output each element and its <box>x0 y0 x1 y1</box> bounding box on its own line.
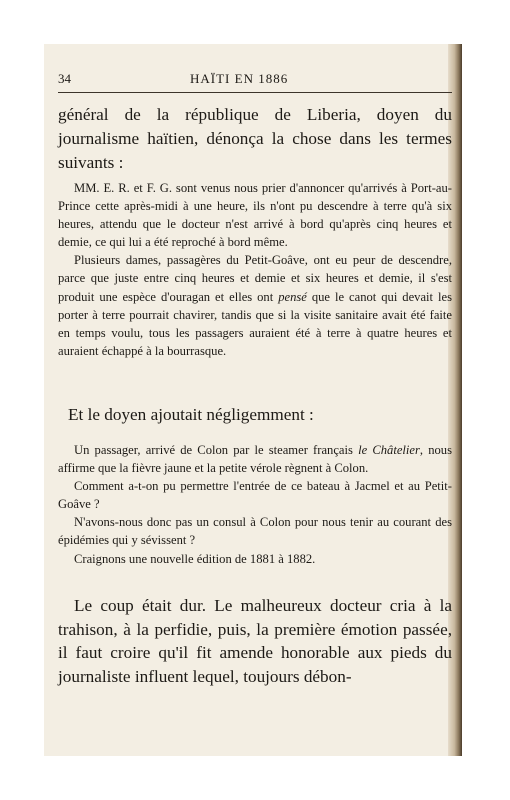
running-header <box>58 71 452 91</box>
emphasis: pensé <box>278 289 307 304</box>
quote2-paragraph-1: Un passager, arrivé de Colon par le steamer français le Châtelier, nous affirme que la fièvre jaune et la petite vérole règnent à Colon. <box>58 443 453 476</box>
closing-paragraph: Le coup était dur. Le malheureux docteur cria à la trahison, à la perfidie, puis, la première émotion passée, il faut croire qu'il fit amende honorable aux pieds du journaliste influent lequel, toujours débon- <box>58 596 452 686</box>
quote2-paragraph-3: N'avons-nous donc pas un consul à Colon pour nous tenir au courant des épidémies qui y sévissent ? <box>58 515 452 548</box>
transition-line: Et le doyen ajoutait négligemment : <box>68 405 314 424</box>
quote2-paragraph-2: Comment a-t-on pu permettre l'entrée de ce bateau à Jacmel et au Petit-Goâve ? <box>58 479 452 512</box>
quote-block-1 <box>58 179 452 360</box>
quote-block-2 <box>58 441 452 568</box>
running-title: HAÏTI EN 1886 <box>190 71 289 86</box>
quote1-paragraph-2: Plusieurs dames, passagères du Petit-Goâve, ont eu peur de descendre, parce que juste entre cinq heures et demie et six heures et demie, il s'est produit une espèce d'ouragan et elles ont pensé que le canot qui devait les porter à terre pourrait chavirer, tandis que si la visite sanitaire avait été faite en temps voulu, tous les passagers auraient été à terre à quatre heures et auraient échappé à la bourrasque. <box>58 253 452 358</box>
ship-name: le Châtelier <box>358 443 420 457</box>
quote2-paragraph-4: Craignons une nouvelle édition de 1881 à 1882. <box>74 551 316 566</box>
intro-paragraph: général de la république de Liberia, doyen du journalisme haïtien, dénonça la chose dans les termes suivants : <box>58 105 452 172</box>
page-number: 34 <box>58 71 71 86</box>
quote1-paragraph-1: MM. E. R. et F. G. sont venus nous prier d'annoncer qu'arrivés à Port-au-Prince cette après-midi à une heure, ils n'ont pu descendre à terre qu'à six heures, attendu que le docteur n'est arrivé à bord qu'après cinq heures et demie, ce qui lui a été reproché à bord même. <box>58 181 452 250</box>
header-rule <box>58 92 452 93</box>
